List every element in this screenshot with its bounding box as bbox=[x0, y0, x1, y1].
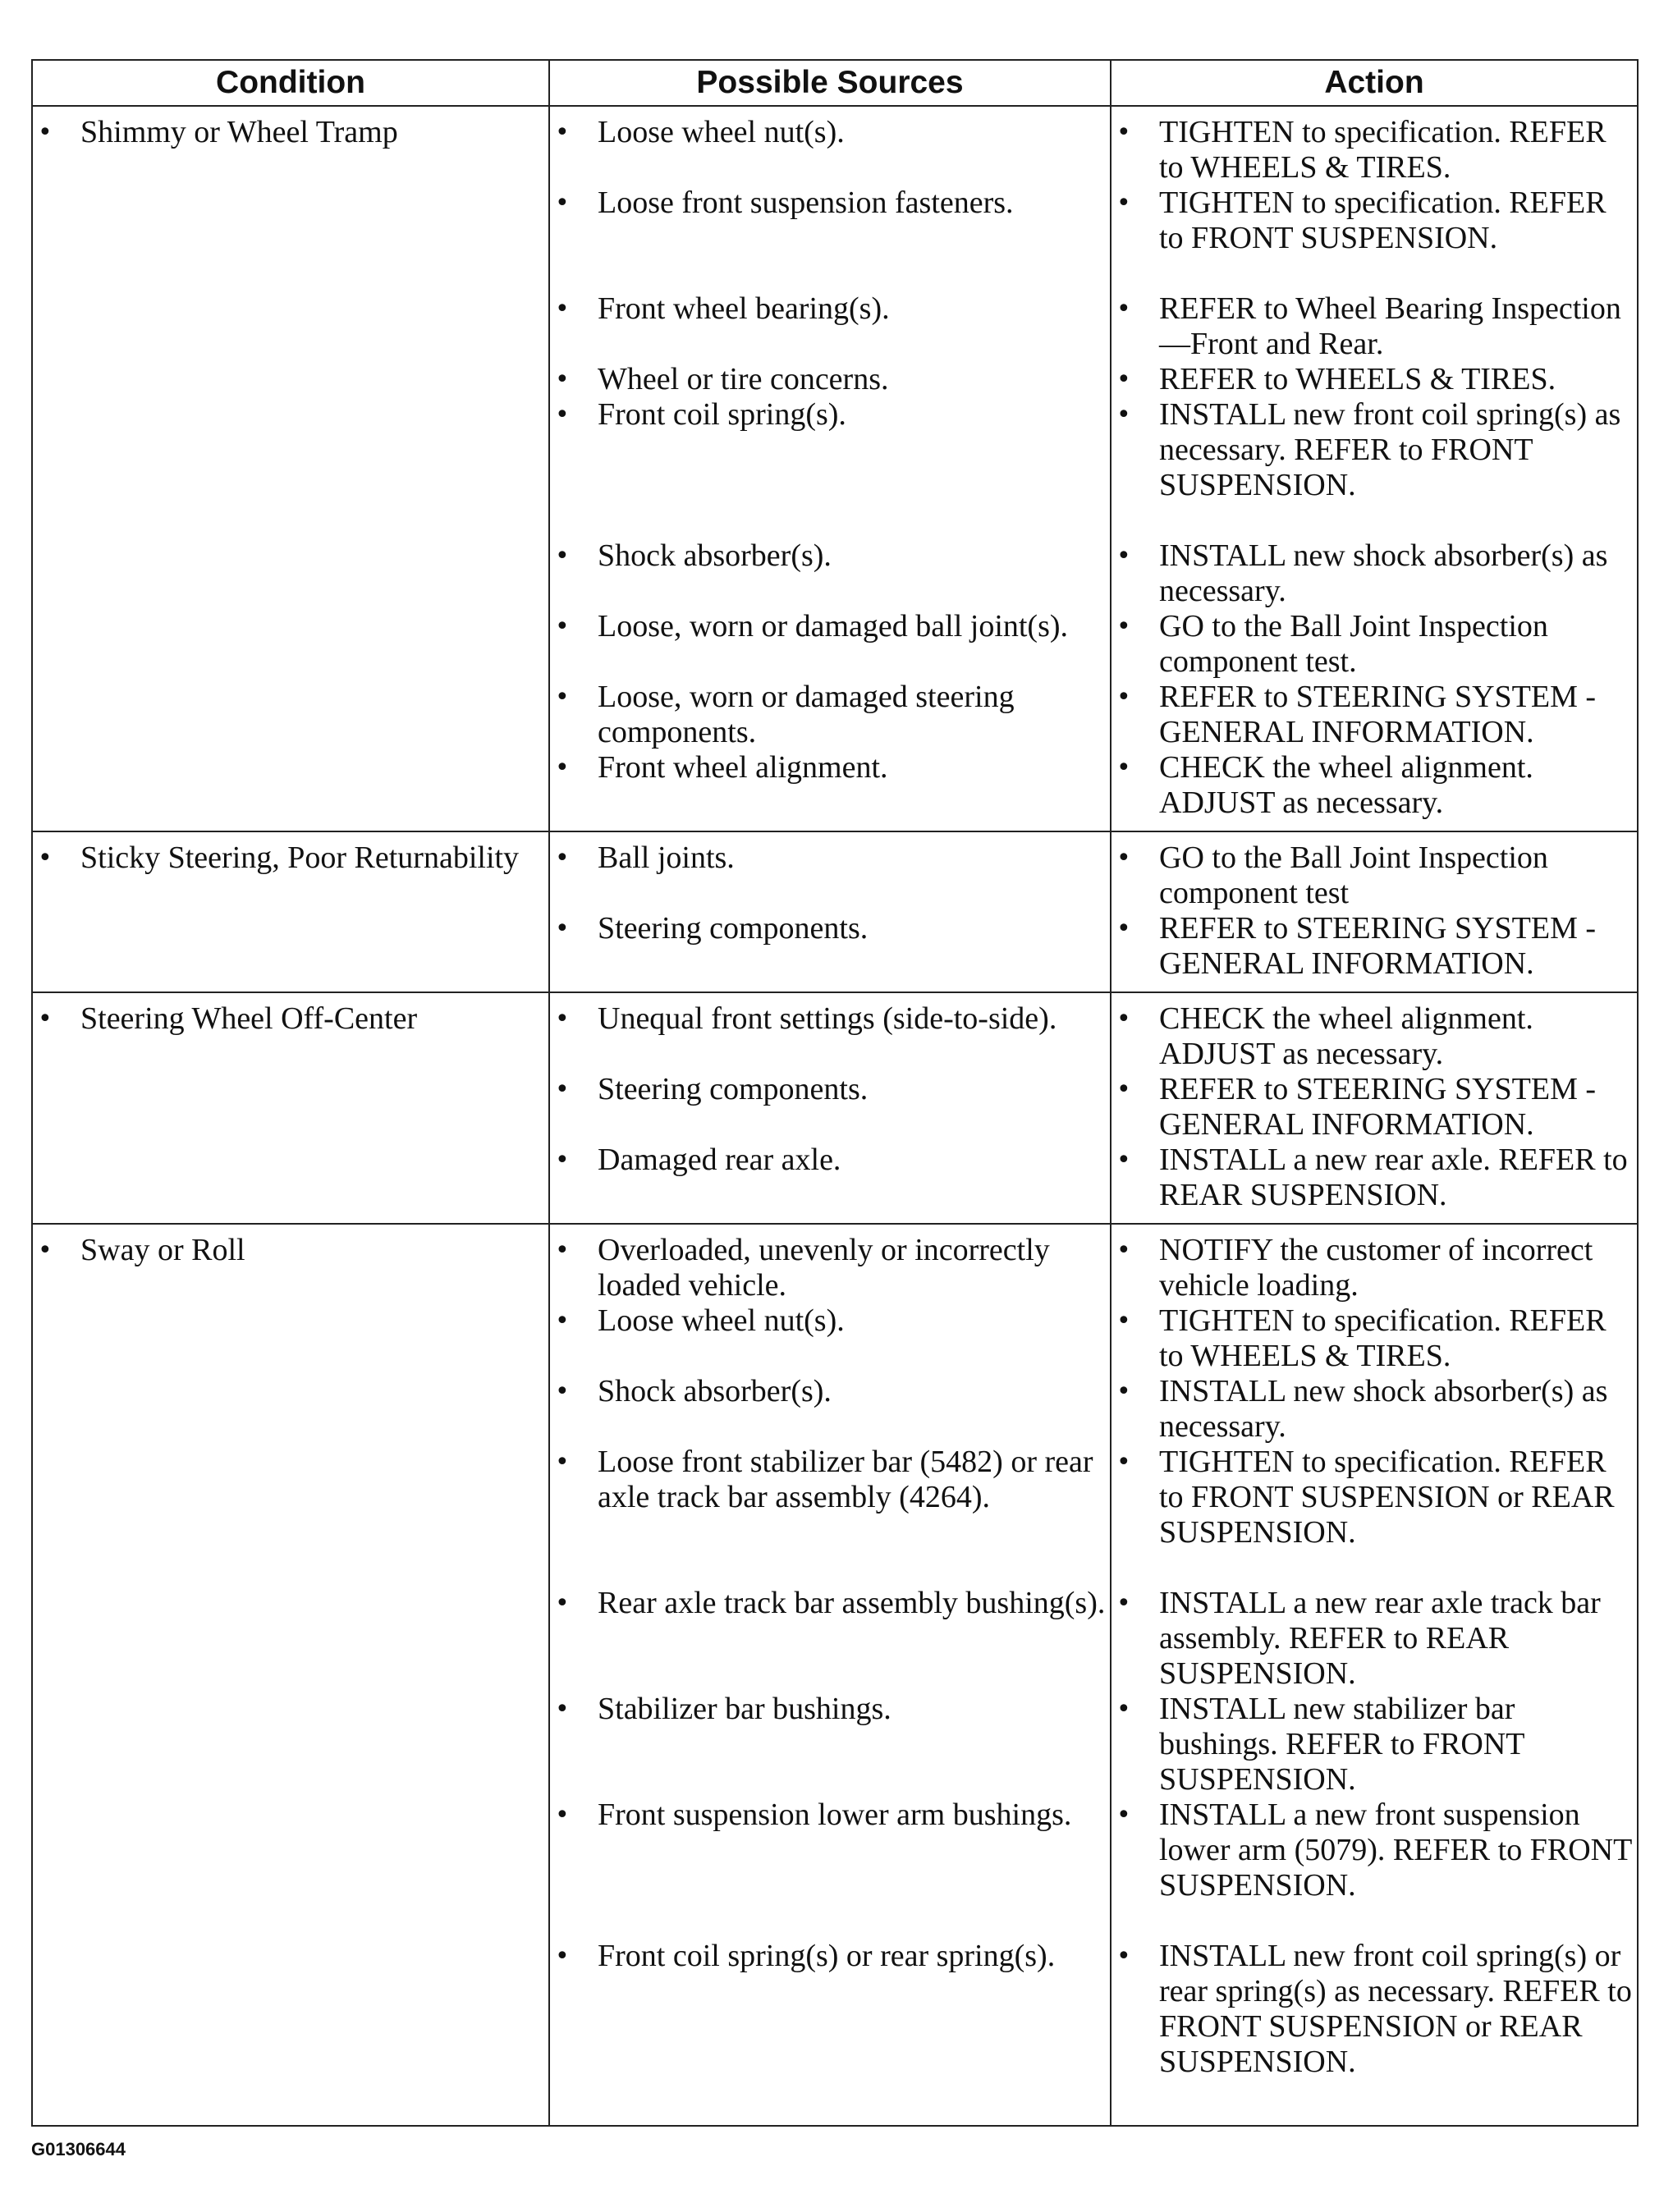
source-item: • Loose, worn or damaged ball joint(s). bbox=[550, 609, 1110, 680]
condition-cell bbox=[32, 1224, 549, 2126]
possible-sources-cell bbox=[549, 831, 1111, 992]
header-condition: Condition bbox=[32, 60, 549, 106]
condition-text: • Steering Wheel Off-Center bbox=[33, 1001, 548, 1037]
action-item: • CHECK the wheel alignment. ADJUST as necessary. bbox=[1112, 750, 1637, 821]
diagnosis-table-container bbox=[31, 59, 1637, 2127]
action-item: • REFER to STEERING SYSTEM - GENERAL INFORMATION. bbox=[1112, 680, 1637, 750]
action-item: • INSTALL new stabilizer bar bushings. REFER to FRONT SUSPENSION. bbox=[1112, 1692, 1637, 1798]
action-item: • INSTALL new front coil spring(s) as necessary. REFER to FRONT SUSPENSION. bbox=[1112, 397, 1637, 538]
action-item: • TIGHTEN to specification. REFER to WHEELS & TIRES. bbox=[1112, 1303, 1637, 1374]
source-item: • Loose wheel nut(s). bbox=[550, 1303, 1110, 1374]
possible-sources-cell bbox=[549, 1224, 1111, 2126]
source-item: • Ball joints. bbox=[550, 840, 1110, 911]
table-body bbox=[32, 106, 1638, 2126]
action-item: • REFER to WHEELS & TIRES. bbox=[1112, 362, 1637, 397]
source-item: • Rear axle track bar assembly bushing(s). bbox=[550, 1586, 1110, 1692]
source-item: • Overloaded, unevenly or incorrectly loaded vehicle. bbox=[550, 1233, 1110, 1303]
source-item: • Steering components. bbox=[550, 911, 1110, 982]
possible-sources-cell bbox=[549, 992, 1111, 1224]
action-item: • REFER to STEERING SYSTEM - GENERAL INFORMATION. bbox=[1112, 911, 1637, 982]
action-cell bbox=[1111, 992, 1638, 1224]
figure-id: G01306644 bbox=[31, 2139, 126, 2159]
header-action: Action bbox=[1111, 60, 1638, 106]
source-item: • Shock absorber(s). bbox=[550, 1374, 1110, 1445]
source-item: • Loose, worn or damaged steering components. bbox=[550, 680, 1110, 750]
action-item: • INSTALL new shock absorber(s) as necessary. bbox=[1112, 1374, 1637, 1445]
diagnosis-table bbox=[31, 59, 1639, 2127]
source-item: • Front coil spring(s) or rear spring(s). bbox=[550, 1939, 1110, 2115]
source-item: • Unequal front settings (side-to-side). bbox=[550, 1001, 1110, 1072]
action-item: • TIGHTEN to specification. REFER to FRONT SUSPENSION or REAR SUSPENSION. bbox=[1112, 1445, 1637, 1586]
source-item: • Wheel or tire concerns. bbox=[550, 362, 1110, 397]
table-row bbox=[32, 992, 1638, 1224]
action-item: • NOTIFY the customer of incorrect vehicle loading. bbox=[1112, 1233, 1637, 1303]
condition-text: • Sticky Steering, Poor Returnability bbox=[33, 840, 548, 876]
action-item: • INSTALL a new rear axle. REFER to REAR SUSPENSION. bbox=[1112, 1143, 1637, 1213]
source-item: • Front wheel bearing(s). bbox=[550, 291, 1110, 362]
condition-cell bbox=[32, 992, 549, 1224]
action-item: • TIGHTEN to specification. REFER to FRONT SUSPENSION. bbox=[1112, 185, 1637, 291]
action-cell bbox=[1111, 106, 1638, 831]
action-item: • TIGHTEN to specification. REFER to WHEELS & TIRES. bbox=[1112, 115, 1637, 185]
action-item: • INSTALL a new rear axle track bar assembly. REFER to REAR SUSPENSION. bbox=[1112, 1586, 1637, 1692]
condition-text: • Shimmy or Wheel Tramp bbox=[33, 115, 548, 150]
source-item: • Shock absorber(s). bbox=[550, 538, 1110, 609]
header-possible-sources: Possible Sources bbox=[549, 60, 1111, 106]
action-cell bbox=[1111, 1224, 1638, 2126]
source-item: • Front coil spring(s). bbox=[550, 397, 1110, 538]
action-item: • REFER to STEERING SYSTEM - GENERAL INFORMATION. bbox=[1112, 1072, 1637, 1143]
action-item: • GO to the Ball Joint Inspection component test bbox=[1112, 840, 1637, 911]
table-row bbox=[32, 831, 1638, 992]
condition-cell bbox=[32, 106, 549, 831]
source-item: • Front wheel alignment. bbox=[550, 750, 1110, 821]
source-item: • Loose front stabilizer bar (5482) or rear axle track bar assembly (4264). bbox=[550, 1445, 1110, 1586]
source-item: • Loose front suspension fasteners. bbox=[550, 185, 1110, 291]
source-item: • Stabilizer bar bushings. bbox=[550, 1692, 1110, 1798]
action-cell bbox=[1111, 831, 1638, 992]
condition-cell bbox=[32, 831, 549, 992]
action-item: • INSTALL new front coil spring(s) or rear spring(s) as necessary. REFER to FRONT SUSPENSION or REAR SUSPENSION. bbox=[1112, 1939, 1637, 2115]
table-header-row bbox=[32, 60, 1638, 106]
action-item: • REFER to Wheel Bearing Inspection—Front and Rear. bbox=[1112, 291, 1637, 362]
action-item: • INSTALL new shock absorber(s) as necessary. bbox=[1112, 538, 1637, 609]
condition-text: • Sway or Roll bbox=[33, 1233, 548, 1268]
action-item: • CHECK the wheel alignment. ADJUST as necessary. bbox=[1112, 1001, 1637, 1072]
possible-sources-cell bbox=[549, 106, 1111, 831]
action-item: • GO to the Ball Joint Inspection component test. bbox=[1112, 609, 1637, 680]
table-row bbox=[32, 1224, 1638, 2126]
source-item: • Damaged rear axle. bbox=[550, 1143, 1110, 1213]
source-item: • Loose wheel nut(s). bbox=[550, 115, 1110, 185]
source-item: • Front suspension lower arm bushings. bbox=[550, 1798, 1110, 1939]
action-item: • INSTALL a new front suspension lower arm (5079). REFER to FRONT SUSPENSION. bbox=[1112, 1798, 1637, 1939]
table-row bbox=[32, 106, 1638, 831]
source-item: • Steering components. bbox=[550, 1072, 1110, 1143]
